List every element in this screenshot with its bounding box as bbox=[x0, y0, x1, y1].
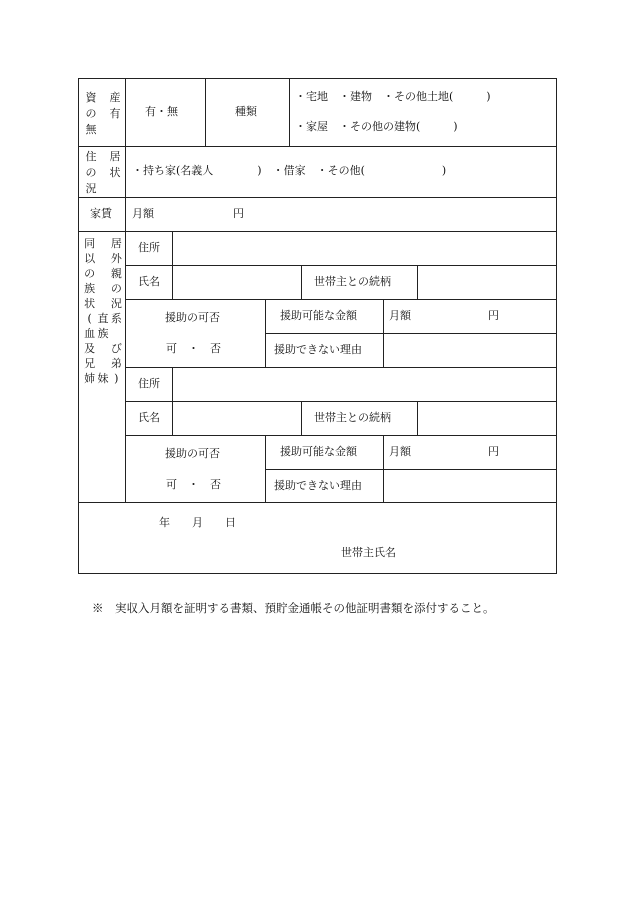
relative1-relation-label: 世帯主との続柄 bbox=[314, 275, 391, 288]
label-char: 血 bbox=[84, 327, 96, 340]
label-char: 族 bbox=[97, 327, 109, 340]
row-divider bbox=[125, 435, 556, 436]
asset-type-options-1: ・宅地 ・建物 ・その他土地( ) bbox=[295, 90, 491, 103]
row-divider bbox=[79, 146, 556, 147]
label-char: 況 bbox=[110, 297, 122, 310]
label-char: ) bbox=[114, 372, 119, 385]
label-char: 居 bbox=[109, 150, 121, 163]
label-char: 兄 bbox=[84, 357, 96, 370]
row-divider bbox=[79, 502, 556, 503]
label-char: 住 bbox=[85, 150, 97, 163]
label-char: 状 bbox=[109, 166, 121, 179]
residence-options: ・持ち家(名義人 ) ・借家 ・その他( ) bbox=[132, 164, 447, 177]
col-divider bbox=[172, 231, 173, 299]
relative2-yen-unit: 円 bbox=[488, 445, 499, 458]
relatives-label bbox=[83, 237, 123, 386]
label-char: 資 bbox=[85, 91, 97, 104]
col-divider bbox=[172, 367, 173, 435]
relative1-support-label: 援助の可否 bbox=[165, 311, 220, 324]
attachment-note: ※ 実収入月額を証明する書類、預貯金通帳その他証明書類を添付すること。 bbox=[92, 601, 495, 615]
relative1-monthly-label: 月額 bbox=[389, 309, 411, 322]
label-char: 無 bbox=[85, 123, 97, 136]
relative2-support-choice: 可 ・ 否 bbox=[166, 478, 221, 491]
relative1-yen-unit: 円 bbox=[488, 309, 499, 322]
label-char: 及 bbox=[84, 342, 96, 355]
col-divider bbox=[301, 265, 302, 299]
row-divider bbox=[125, 367, 556, 368]
col-divider bbox=[417, 401, 418, 435]
rent-yen-unit: 円 bbox=[233, 207, 244, 220]
row-divider bbox=[125, 299, 556, 300]
relative2-name-label: 氏名 bbox=[138, 411, 160, 424]
label-char: 外 bbox=[110, 252, 122, 265]
label-char: 姉 bbox=[84, 372, 96, 385]
label-char: 親 bbox=[110, 267, 122, 280]
relative1-support-choice: 可 ・ 否 bbox=[166, 342, 221, 355]
col-divider bbox=[301, 401, 302, 435]
col-divider bbox=[289, 79, 290, 146]
label-char: 以 bbox=[84, 252, 96, 265]
label-char: 同 bbox=[84, 237, 96, 250]
label-char: の bbox=[85, 166, 97, 179]
label-char: び bbox=[110, 342, 122, 355]
label-char: 直 bbox=[97, 312, 109, 325]
label-char: 有 bbox=[109, 107, 121, 120]
col-divider bbox=[383, 435, 384, 502]
label-char: 弟 bbox=[110, 357, 122, 370]
col-divider bbox=[265, 299, 266, 367]
label-char: の bbox=[84, 267, 96, 280]
row-divider bbox=[125, 401, 556, 402]
row-divider bbox=[79, 197, 556, 198]
label-char: 産 bbox=[109, 91, 121, 104]
assets-choice: 有・無 bbox=[145, 105, 178, 118]
relative2-support-label: 援助の可否 bbox=[165, 447, 220, 460]
col-divider bbox=[205, 79, 206, 146]
col-divider bbox=[265, 435, 266, 502]
col-divider bbox=[417, 265, 418, 299]
asset-type-options-2: ・家屋 ・その他の建物( ) bbox=[295, 120, 458, 133]
label-char: の bbox=[85, 107, 97, 120]
label-char: 居 bbox=[110, 237, 122, 250]
relative2-relation-label: 世帯主との続柄 bbox=[314, 411, 391, 424]
relative1-reason-label: 援助できない理由 bbox=[274, 343, 362, 356]
residence-label bbox=[85, 150, 121, 196]
date-field: 年 月 日 bbox=[159, 516, 236, 529]
householder-name-label: 世帯主氏名 bbox=[341, 546, 396, 559]
relative1-name-label: 氏名 bbox=[138, 275, 160, 288]
relative1-address-label: 住所 bbox=[138, 241, 160, 254]
label-char: 族 bbox=[84, 282, 96, 295]
rent-monthly-label: 月額 bbox=[132, 207, 154, 220]
assets-label bbox=[85, 91, 121, 137]
col-divider bbox=[383, 299, 384, 367]
asset-type-label: 種類 bbox=[235, 105, 257, 118]
label-char: 妹 bbox=[97, 372, 109, 385]
label-char: 況 bbox=[85, 182, 97, 195]
rent-label: 家賃 bbox=[90, 207, 112, 220]
household-form-table bbox=[78, 78, 557, 574]
label-char: 系 bbox=[110, 312, 122, 325]
relative2-amount-label: 援助可能な金額 bbox=[280, 445, 357, 458]
label-char: の bbox=[110, 282, 122, 295]
relative1-amount-label: 援助可能な金額 bbox=[280, 309, 357, 322]
relative2-monthly-label: 月額 bbox=[389, 445, 411, 458]
label-char: ( bbox=[87, 312, 92, 325]
col-divider bbox=[125, 79, 126, 502]
row-divider bbox=[125, 265, 556, 266]
relative2-reason-label: 援助できない理由 bbox=[274, 479, 362, 492]
relative2-address-label: 住所 bbox=[138, 377, 160, 390]
row-divider bbox=[265, 333, 556, 334]
row-divider bbox=[265, 469, 556, 470]
row-divider bbox=[79, 231, 556, 232]
label-char: 状 bbox=[84, 297, 96, 310]
